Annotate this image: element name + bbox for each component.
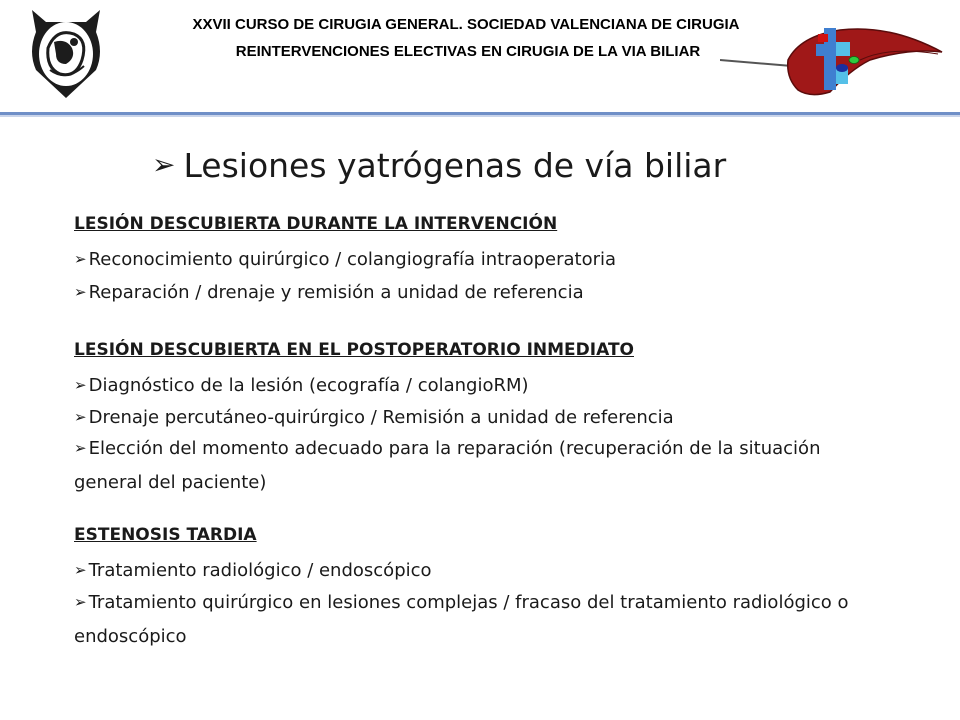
arrow-bullet-icon: ➢ [74, 250, 87, 268]
list-item: ➢ Diagnóstico de la lesión (ecografía / colangioRM) [74, 375, 529, 396]
list-item: ➢ Elección del momento adecuado para la reparación (recuperación de la situación general del paciente) [74, 438, 821, 493]
header-divider-shadow [0, 115, 960, 117]
arrow-bullet-icon: ➢ [74, 376, 87, 394]
list-item: ➢ Reparación / drenaje y remisión a unidad de referencia [74, 282, 584, 303]
section-heading-postoperative: LESIÓN DESCUBIERTA EN EL POSTOPERATORIO INMEDIATO [74, 340, 634, 360]
section-heading-intraoperative: LESIÓN DESCUBIERTA DURANTE LA INTERVENCIÓN [74, 214, 558, 234]
list-item: ➢ Tratamiento quirúrgico en lesiones complejas / fracaso del tratamiento radiológico o endoscópico [74, 592, 849, 647]
arrow-bullet-icon: ➢ [74, 593, 87, 611]
list-item: ➢ Drenaje percutáneo-quirúrgico / Remisión a unidad de referencia [74, 407, 674, 428]
header-subtitle: REINTERVENCIONES ELECTIVAS EN CIRUGIA DE LA VIA BILIAR [235, 43, 701, 60]
arrow-bullet-icon: ➢ [74, 439, 87, 457]
slide-title [152, 146, 726, 185]
biliary-anatomy-icon [720, 20, 950, 104]
arrow-bullet-icon: ➢ [74, 408, 87, 426]
arrow-bullet-icon: ➢ [74, 561, 87, 579]
list-item: ➢ Tratamiento radiológico / endoscópico [74, 560, 432, 581]
slide-title-text: Lesiones yatrógenas de vía biliar [183, 146, 727, 185]
title-bullet-icon: ➢ [152, 148, 176, 181]
header-course-title: XXVII CURSO DE CIRUGIA GENERAL. SOCIEDAD VALENCIANA DE CIRUGIA [192, 16, 740, 33]
section-heading-late-stenosis: ESTENOSIS TARDIA [74, 525, 257, 545]
list-item: ➢ Reconocimiento quirúrgico / colangiografía intraoperatoria [74, 249, 617, 270]
arrow-bullet-icon: ➢ [74, 283, 87, 301]
